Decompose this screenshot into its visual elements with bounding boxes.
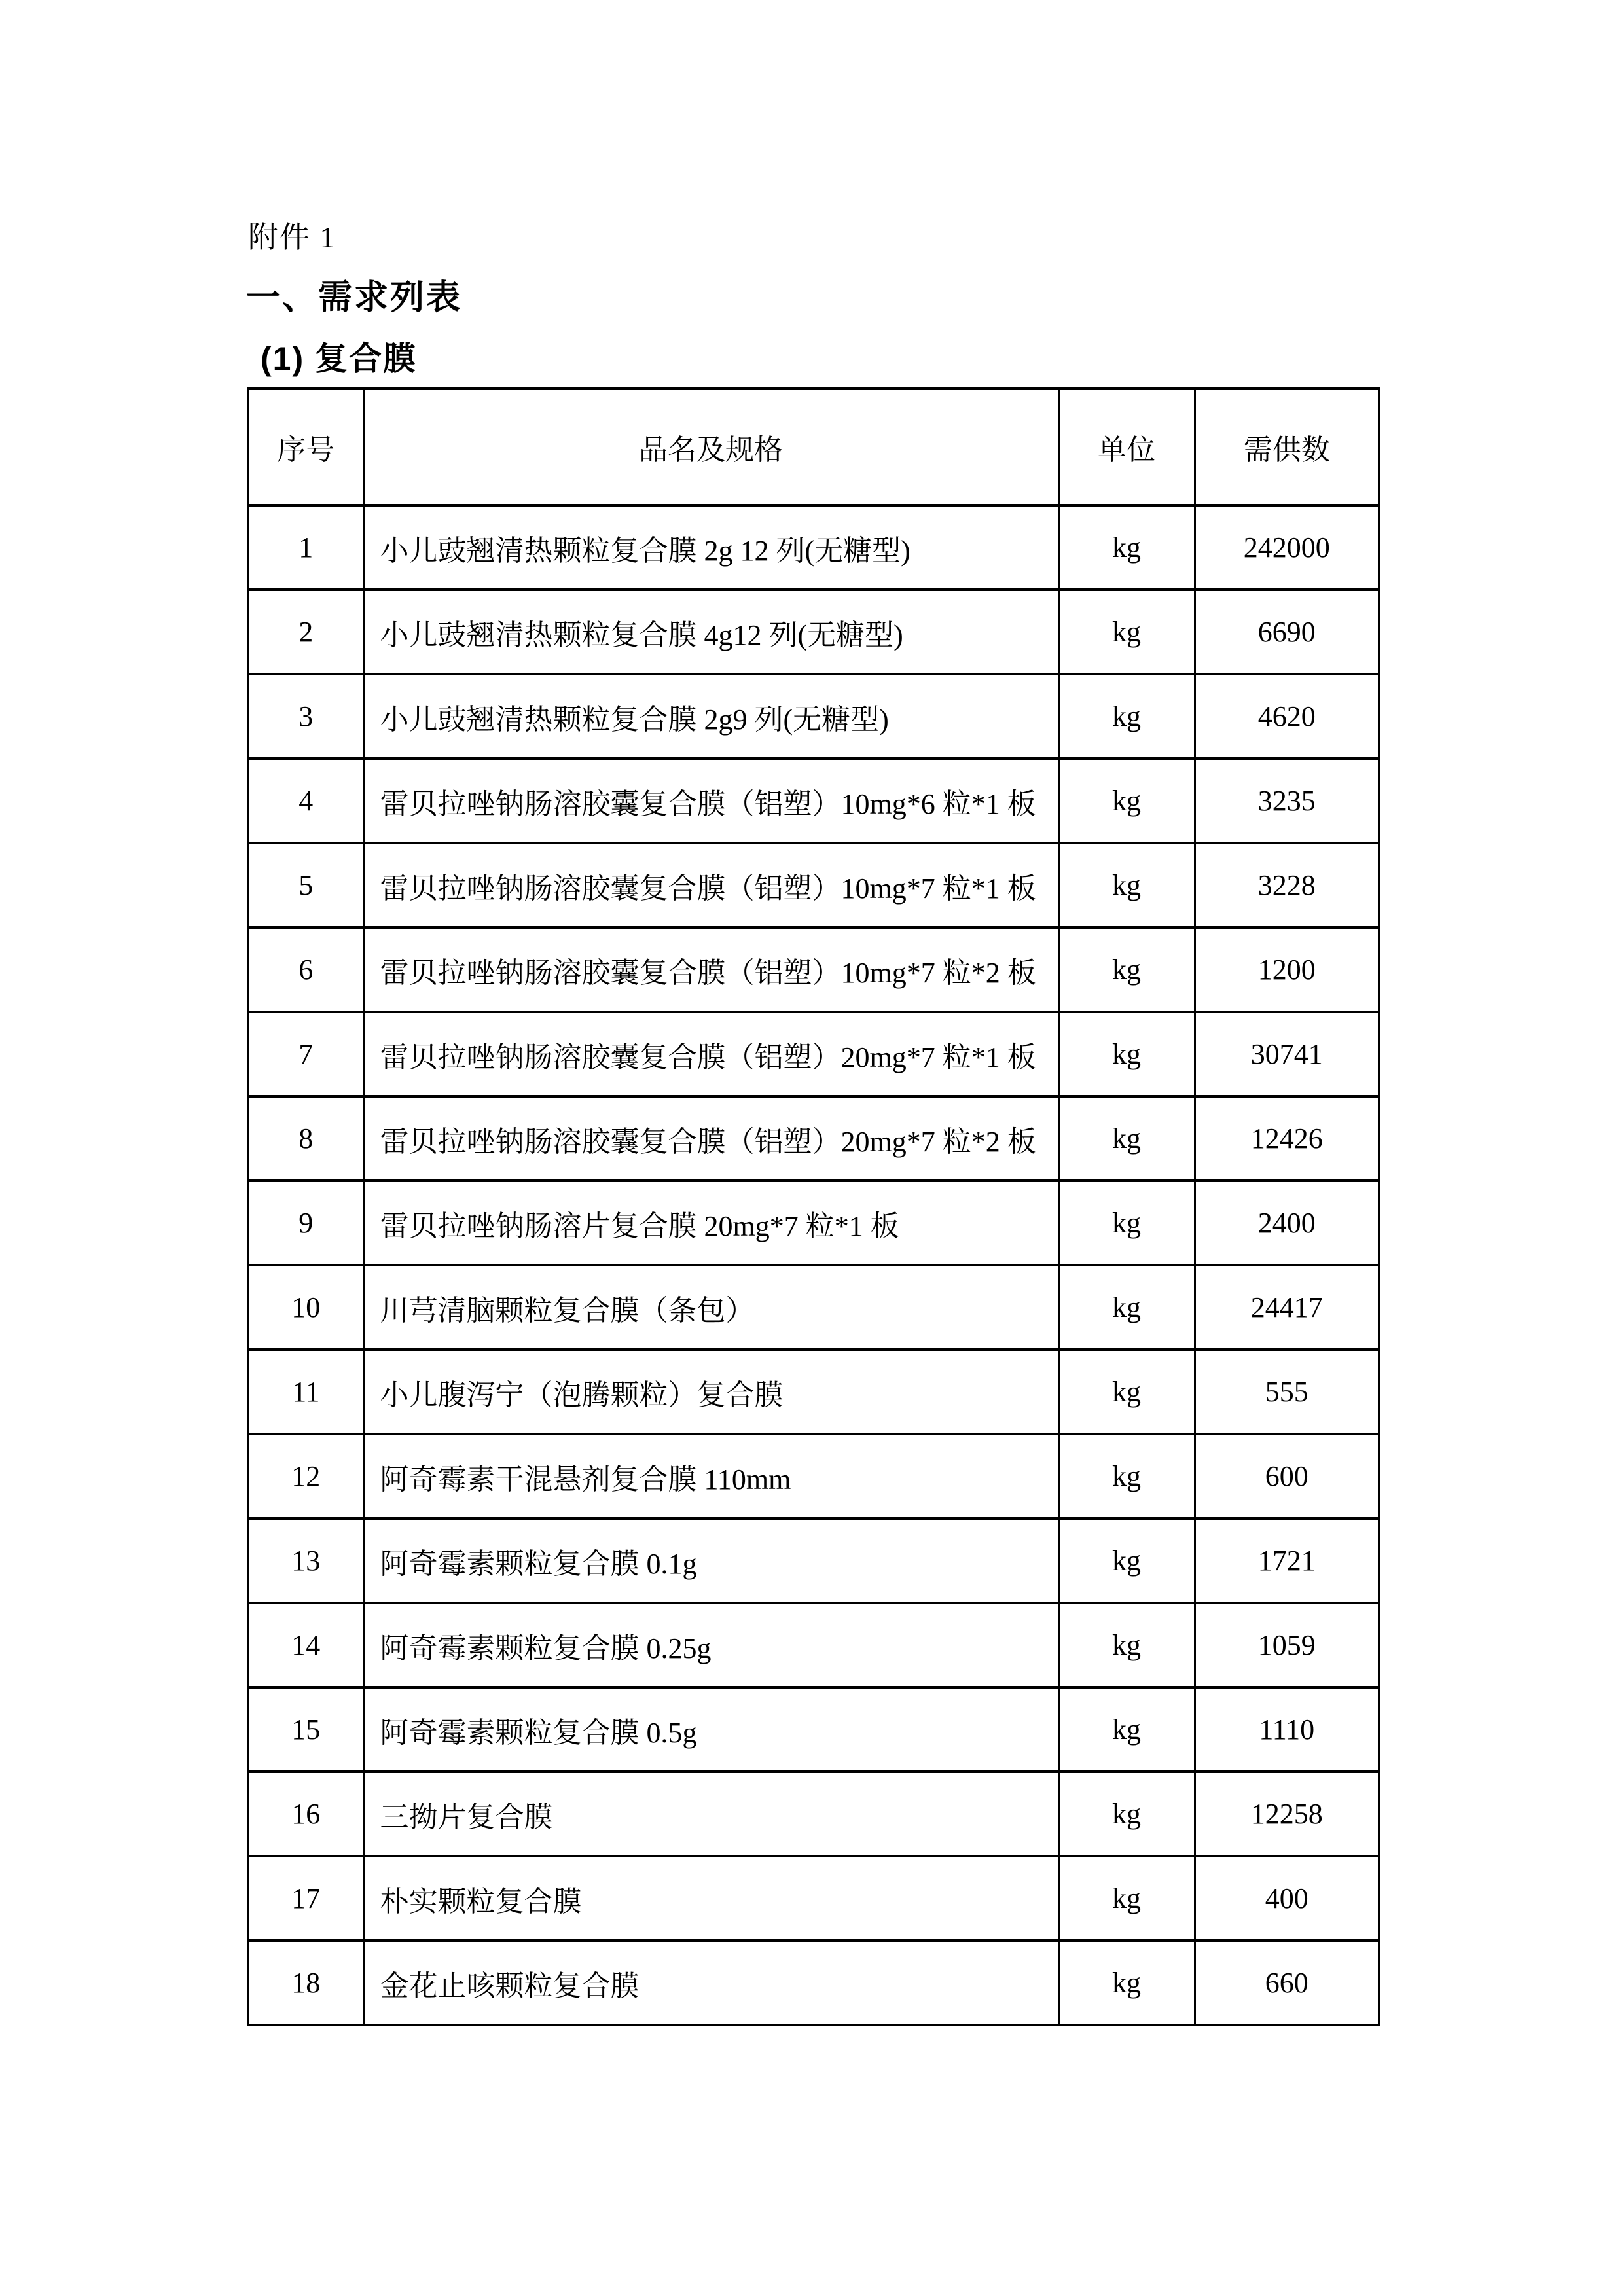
row-no: 7 xyxy=(248,1012,363,1096)
table-row xyxy=(248,1012,1379,1096)
row-name: 小儿豉翘清热颗粒复合膜 2g 12 列(无糖型) xyxy=(363,505,1058,590)
table-row xyxy=(248,1181,1379,1265)
row-name: 雷贝拉唑钠肠溶胶囊复合膜（铝塑）10mg*7 粒*2 板 xyxy=(363,927,1058,1012)
row-qty: 30741 xyxy=(1195,1012,1379,1096)
table-row xyxy=(248,505,1379,590)
table-row xyxy=(248,1096,1379,1181)
row-qty: 600 xyxy=(1195,1434,1379,1518)
table-row xyxy=(248,759,1379,843)
row-unit: kg xyxy=(1058,505,1195,590)
row-qty: 3228 xyxy=(1195,843,1379,927)
header-row xyxy=(248,389,1379,505)
row-no: 9 xyxy=(248,1181,363,1265)
row-unit: kg xyxy=(1058,1181,1195,1265)
row-no: 12 xyxy=(248,1434,363,1518)
row-no: 13 xyxy=(248,1518,363,1603)
row-no: 11 xyxy=(248,1350,363,1434)
row-unit: kg xyxy=(1058,1856,1195,1941)
row-qty: 12426 xyxy=(1195,1096,1379,1181)
row-qty: 242000 xyxy=(1195,505,1379,590)
table-row xyxy=(248,1772,1379,1856)
row-qty: 4620 xyxy=(1195,674,1379,759)
subsection-title: (1) 复合膜 xyxy=(261,340,417,377)
table-row xyxy=(248,674,1379,759)
row-unit: kg xyxy=(1058,927,1195,1012)
row-unit: kg xyxy=(1058,1096,1195,1181)
table-row xyxy=(248,843,1379,927)
table-row xyxy=(248,1603,1379,1687)
row-no: 2 xyxy=(248,590,363,674)
header-unit: 单位 xyxy=(1058,389,1195,505)
row-no: 3 xyxy=(248,674,363,759)
row-qty: 24417 xyxy=(1195,1265,1379,1350)
row-name: 三拗片复合膜 xyxy=(363,1772,1058,1856)
row-unit: kg xyxy=(1058,1265,1195,1350)
table-body xyxy=(248,505,1379,2025)
row-no: 15 xyxy=(248,1687,363,1772)
table-row xyxy=(248,1265,1379,1350)
row-name: 雷贝拉唑钠肠溶胶囊复合膜（铝塑）20mg*7 粒*2 板 xyxy=(363,1096,1058,1181)
section-title: 一、需求列表 xyxy=(246,279,463,317)
row-no: 1 xyxy=(248,505,363,590)
row-unit: kg xyxy=(1058,1518,1195,1603)
demand-table xyxy=(247,387,1380,2026)
row-qty: 1110 xyxy=(1195,1687,1379,1772)
row-no: 4 xyxy=(248,759,363,843)
table-row xyxy=(248,1941,1379,2025)
attachment-label: 附件 1 xyxy=(248,221,336,254)
table-row xyxy=(248,927,1379,1012)
row-name: 雷贝拉唑钠肠溶胶囊复合膜（铝塑）10mg*7 粒*1 板 xyxy=(363,843,1058,927)
row-no: 10 xyxy=(248,1265,363,1350)
row-name: 阿奇霉素干混悬剂复合膜 110mm xyxy=(363,1434,1058,1518)
row-qty: 660 xyxy=(1195,1941,1379,2025)
row-no: 16 xyxy=(248,1772,363,1856)
row-no: 6 xyxy=(248,927,363,1012)
row-name: 川芎清脑颗粒复合膜（条包） xyxy=(363,1265,1058,1350)
row-unit: kg xyxy=(1058,843,1195,927)
row-name: 小儿豉翘清热颗粒复合膜 4g12 列(无糖型) xyxy=(363,590,1058,674)
row-qty: 3235 xyxy=(1195,759,1379,843)
header-no: 序号 xyxy=(248,389,363,505)
row-name: 阿奇霉素颗粒复合膜 0.5g xyxy=(363,1687,1058,1772)
table-row xyxy=(248,1350,1379,1434)
row-no: 5 xyxy=(248,843,363,927)
table-row xyxy=(248,1856,1379,1941)
row-qty: 6690 xyxy=(1195,590,1379,674)
row-qty: 2400 xyxy=(1195,1181,1379,1265)
row-unit: kg xyxy=(1058,1603,1195,1687)
demand-table-header xyxy=(248,389,1379,505)
row-name: 阿奇霉素颗粒复合膜 0.25g xyxy=(363,1603,1058,1687)
row-no: 17 xyxy=(248,1856,363,1941)
row-unit: kg xyxy=(1058,759,1195,843)
row-unit: kg xyxy=(1058,1941,1195,2025)
table-row xyxy=(248,1687,1379,1772)
row-no: 14 xyxy=(248,1603,363,1687)
header-name: 品名及规格 xyxy=(363,389,1058,505)
row-unit: kg xyxy=(1058,590,1195,674)
row-name: 雷贝拉唑钠肠溶胶囊复合膜（铝塑）20mg*7 粒*1 板 xyxy=(363,1012,1058,1096)
row-name: 小儿豉翘清热颗粒复合膜 2g9 列(无糖型) xyxy=(363,674,1058,759)
row-name: 朴实颗粒复合膜 xyxy=(363,1856,1058,1941)
row-unit: kg xyxy=(1058,1772,1195,1856)
row-qty: 1059 xyxy=(1195,1603,1379,1687)
row-qty: 1200 xyxy=(1195,927,1379,1012)
row-name: 雷贝拉唑钠肠溶胶囊复合膜（铝塑）10mg*6 粒*1 板 xyxy=(363,759,1058,843)
row-no: 8 xyxy=(248,1096,363,1181)
row-name: 小儿腹泻宁（泡腾颗粒）复合膜 xyxy=(363,1350,1058,1434)
table-row xyxy=(248,1518,1379,1603)
table-row xyxy=(248,1434,1379,1518)
row-name: 雷贝拉唑钠肠溶片复合膜 20mg*7 粒*1 板 xyxy=(363,1181,1058,1265)
row-unit: kg xyxy=(1058,1012,1195,1096)
table-row xyxy=(248,590,1379,674)
row-unit: kg xyxy=(1058,674,1195,759)
row-name: 阿奇霉素颗粒复合膜 0.1g xyxy=(363,1518,1058,1603)
row-name: 金花止咳颗粒复合膜 xyxy=(363,1941,1058,2025)
row-qty: 12258 xyxy=(1195,1772,1379,1856)
row-unit: kg xyxy=(1058,1350,1195,1434)
row-qty: 1721 xyxy=(1195,1518,1379,1603)
row-qty: 400 xyxy=(1195,1856,1379,1941)
row-qty: 555 xyxy=(1195,1350,1379,1434)
row-unit: kg xyxy=(1058,1687,1195,1772)
row-unit: kg xyxy=(1058,1434,1195,1518)
header-qty: 需供数 xyxy=(1195,389,1379,505)
row-no: 18 xyxy=(248,1941,363,2025)
